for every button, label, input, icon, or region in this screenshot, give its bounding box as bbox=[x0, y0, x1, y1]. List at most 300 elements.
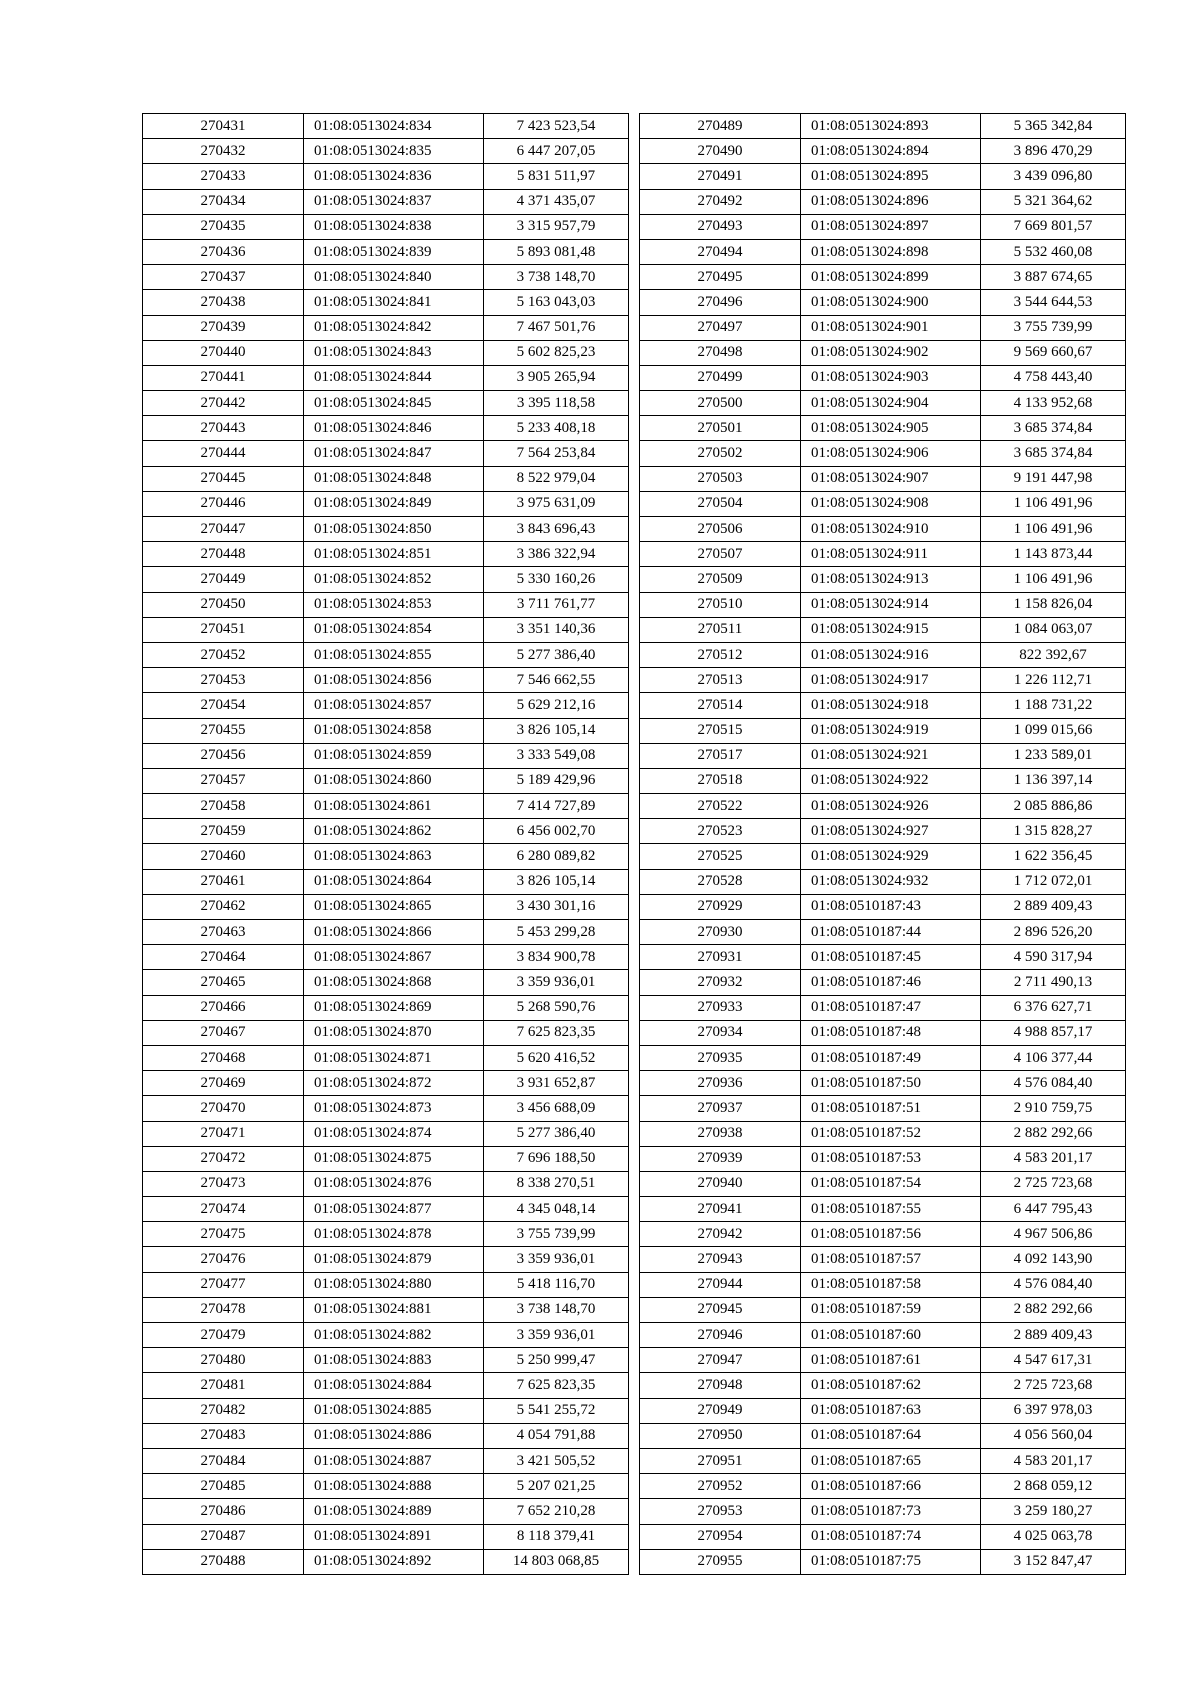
table-row bbox=[640, 1272, 1126, 1297]
record-id-cell: 270458 bbox=[143, 794, 304, 819]
cadastral-number-cell: 01:08:0513024:838 bbox=[304, 214, 484, 239]
cadastral-number-cell: 01:08:0513024:868 bbox=[304, 970, 484, 995]
record-id-cell: 270504 bbox=[640, 491, 801, 516]
registry-table-right-body bbox=[640, 114, 1126, 1575]
table-row bbox=[640, 1222, 1126, 1247]
value-cell: 3 931 652,87 bbox=[484, 1071, 629, 1096]
value-cell: 3 351 140,36 bbox=[484, 617, 629, 642]
value-cell: 1 143 873,44 bbox=[981, 542, 1126, 567]
value-cell: 6 280 089,82 bbox=[484, 844, 629, 869]
value-cell: 3 395 118,58 bbox=[484, 391, 629, 416]
cadastral-number-cell: 01:08:0513024:854 bbox=[304, 617, 484, 642]
value-cell: 14 803 068,85 bbox=[484, 1549, 629, 1574]
cadastral-number-cell: 01:08:0513024:899 bbox=[801, 265, 981, 290]
table-row bbox=[143, 239, 629, 264]
table-row bbox=[640, 391, 1126, 416]
value-cell: 7 564 253,84 bbox=[484, 441, 629, 466]
table-row bbox=[143, 1020, 629, 1045]
record-id-cell: 270518 bbox=[640, 768, 801, 793]
record-id-cell: 270478 bbox=[143, 1297, 304, 1322]
table-row bbox=[143, 365, 629, 390]
value-cell: 1 233 589,01 bbox=[981, 743, 1126, 768]
value-cell: 7 669 801,57 bbox=[981, 214, 1126, 239]
cadastral-number-cell: 01:08:0513024:869 bbox=[304, 995, 484, 1020]
record-id-cell: 270431 bbox=[143, 114, 304, 139]
value-cell: 6 447 207,05 bbox=[484, 139, 629, 164]
cadastral-number-cell: 01:08:0513024:840 bbox=[304, 265, 484, 290]
cadastral-number-cell: 01:08:0513024:932 bbox=[801, 869, 981, 894]
table-row bbox=[143, 164, 629, 189]
record-id-cell: 270500 bbox=[640, 391, 801, 416]
cadastral-number-cell: 01:08:0513024:873 bbox=[304, 1096, 484, 1121]
table-row bbox=[143, 819, 629, 844]
value-cell: 3 386 322,94 bbox=[484, 542, 629, 567]
value-cell: 5 453 299,28 bbox=[484, 920, 629, 945]
record-id-cell: 270528 bbox=[640, 869, 801, 894]
table-row bbox=[143, 1146, 629, 1171]
table-row bbox=[640, 920, 1126, 945]
record-id-cell: 270464 bbox=[143, 945, 304, 970]
table-row bbox=[143, 491, 629, 516]
value-cell: 7 546 662,55 bbox=[484, 668, 629, 693]
value-cell: 5 233 408,18 bbox=[484, 416, 629, 441]
record-id-cell: 270945 bbox=[640, 1297, 801, 1322]
cadastral-number-cell: 01:08:0513024:893 bbox=[801, 114, 981, 139]
record-id-cell: 270944 bbox=[640, 1272, 801, 1297]
table-row bbox=[143, 139, 629, 164]
record-id-cell: 270453 bbox=[143, 668, 304, 693]
value-cell: 4 345 048,14 bbox=[484, 1197, 629, 1222]
cadastral-number-cell: 01:08:0513024:837 bbox=[304, 189, 484, 214]
record-id-cell: 270468 bbox=[143, 1045, 304, 1070]
record-id-cell: 270490 bbox=[640, 139, 801, 164]
cadastral-number-cell: 01:08:0510187:58 bbox=[801, 1272, 981, 1297]
table-row bbox=[640, 491, 1126, 516]
table-row bbox=[143, 542, 629, 567]
value-cell: 1 315 828,27 bbox=[981, 819, 1126, 844]
table-row bbox=[640, 1171, 1126, 1196]
record-id-cell: 270512 bbox=[640, 642, 801, 667]
table-row bbox=[640, 995, 1126, 1020]
cadastral-number-cell: 01:08:0510187:64 bbox=[801, 1423, 981, 1448]
cadastral-number-cell: 01:08:0510187:44 bbox=[801, 920, 981, 945]
cadastral-number-cell: 01:08:0513024:845 bbox=[304, 391, 484, 416]
table-row bbox=[143, 1499, 629, 1524]
record-id-cell: 270939 bbox=[640, 1146, 801, 1171]
cadastral-number-cell: 01:08:0513024:895 bbox=[801, 164, 981, 189]
record-id-cell: 270450 bbox=[143, 592, 304, 617]
table-row bbox=[640, 1247, 1126, 1272]
value-cell: 2 085 886,86 bbox=[981, 794, 1126, 819]
record-id-cell: 270460 bbox=[143, 844, 304, 869]
value-cell: 3 359 936,01 bbox=[484, 970, 629, 995]
table-row bbox=[143, 945, 629, 970]
cadastral-number-cell: 01:08:0510187:49 bbox=[801, 1045, 981, 1070]
value-cell: 3 843 696,43 bbox=[484, 517, 629, 542]
table-row bbox=[143, 1071, 629, 1096]
record-id-cell: 270496 bbox=[640, 290, 801, 315]
cadastral-number-cell: 01:08:0513024:851 bbox=[304, 542, 484, 567]
value-cell: 3 826 105,14 bbox=[484, 718, 629, 743]
value-cell: 5 532 460,08 bbox=[981, 239, 1126, 264]
table-row bbox=[640, 1423, 1126, 1448]
table-row bbox=[640, 517, 1126, 542]
record-id-cell: 270461 bbox=[143, 869, 304, 894]
cadastral-number-cell: 01:08:0513024:919 bbox=[801, 718, 981, 743]
value-cell: 4 590 317,94 bbox=[981, 945, 1126, 970]
value-cell: 2 711 490,13 bbox=[981, 970, 1126, 995]
cadastral-number-cell: 01:08:0513024:910 bbox=[801, 517, 981, 542]
value-cell: 4 025 063,78 bbox=[981, 1524, 1126, 1549]
cadastral-number-cell: 01:08:0513024:852 bbox=[304, 567, 484, 592]
value-cell: 9 191 447,98 bbox=[981, 466, 1126, 491]
value-cell: 1 084 063,07 bbox=[981, 617, 1126, 642]
table-row bbox=[640, 416, 1126, 441]
record-id-cell: 270484 bbox=[143, 1448, 304, 1473]
table-row bbox=[640, 668, 1126, 693]
value-cell: 7 414 727,89 bbox=[484, 794, 629, 819]
table-row bbox=[143, 567, 629, 592]
value-cell: 3 685 374,84 bbox=[981, 416, 1126, 441]
record-id-cell: 270511 bbox=[640, 617, 801, 642]
value-cell: 7 467 501,76 bbox=[484, 315, 629, 340]
record-id-cell: 270494 bbox=[640, 239, 801, 264]
record-id-cell: 270954 bbox=[640, 1524, 801, 1549]
value-cell: 4 547 617,31 bbox=[981, 1348, 1126, 1373]
record-id-cell: 270947 bbox=[640, 1348, 801, 1373]
record-id-cell: 270955 bbox=[640, 1549, 801, 1574]
record-id-cell: 270495 bbox=[640, 265, 801, 290]
record-id-cell: 270432 bbox=[143, 139, 304, 164]
value-cell: 4 583 201,17 bbox=[981, 1146, 1126, 1171]
record-id-cell: 270525 bbox=[640, 844, 801, 869]
table-row bbox=[143, 391, 629, 416]
registry-table-left bbox=[142, 113, 629, 1575]
table-row bbox=[640, 1297, 1126, 1322]
cadastral-number-cell: 01:08:0513024:853 bbox=[304, 592, 484, 617]
record-id-cell: 270480 bbox=[143, 1348, 304, 1373]
value-cell: 3 834 900,78 bbox=[484, 945, 629, 970]
record-id-cell: 270482 bbox=[143, 1398, 304, 1423]
value-cell: 3 456 688,09 bbox=[484, 1096, 629, 1121]
value-cell: 2 896 526,20 bbox=[981, 920, 1126, 945]
value-cell: 1 106 491,96 bbox=[981, 491, 1126, 516]
value-cell: 4 056 560,04 bbox=[981, 1423, 1126, 1448]
cadastral-number-cell: 01:08:0513024:862 bbox=[304, 819, 484, 844]
table-row bbox=[640, 567, 1126, 592]
value-cell: 8 522 979,04 bbox=[484, 466, 629, 491]
table-row bbox=[143, 416, 629, 441]
record-id-cell: 270930 bbox=[640, 920, 801, 945]
record-id-cell: 270940 bbox=[640, 1171, 801, 1196]
record-id-cell: 270513 bbox=[640, 668, 801, 693]
cadastral-number-cell: 01:08:0513024:888 bbox=[304, 1474, 484, 1499]
value-cell: 6 397 978,03 bbox=[981, 1398, 1126, 1423]
value-cell: 4 758 443,40 bbox=[981, 365, 1126, 390]
table-row bbox=[640, 1045, 1126, 1070]
table-row bbox=[640, 239, 1126, 264]
cadastral-number-cell: 01:08:0513024:866 bbox=[304, 920, 484, 945]
value-cell: 3 544 644,53 bbox=[981, 290, 1126, 315]
record-id-cell: 270942 bbox=[640, 1222, 801, 1247]
value-cell: 1 099 015,66 bbox=[981, 718, 1126, 743]
value-cell: 1 158 826,04 bbox=[981, 592, 1126, 617]
record-id-cell: 270483 bbox=[143, 1423, 304, 1448]
table-row bbox=[640, 340, 1126, 365]
table-row bbox=[143, 743, 629, 768]
cadastral-number-cell: 01:08:0510187:43 bbox=[801, 894, 981, 919]
table-row bbox=[143, 1272, 629, 1297]
cadastral-number-cell: 01:08:0513024:894 bbox=[801, 139, 981, 164]
table-row bbox=[640, 617, 1126, 642]
table-row bbox=[143, 1373, 629, 1398]
table-row bbox=[640, 844, 1126, 869]
table-row bbox=[640, 466, 1126, 491]
table-row bbox=[143, 718, 629, 743]
value-cell: 3 755 739,99 bbox=[981, 315, 1126, 340]
record-id-cell: 270952 bbox=[640, 1474, 801, 1499]
value-cell: 3 826 105,14 bbox=[484, 869, 629, 894]
table-row bbox=[640, 1474, 1126, 1499]
record-id-cell: 270497 bbox=[640, 315, 801, 340]
record-id-cell: 270515 bbox=[640, 718, 801, 743]
table-row bbox=[640, 1524, 1126, 1549]
table-row bbox=[143, 441, 629, 466]
record-id-cell: 270522 bbox=[640, 794, 801, 819]
record-id-cell: 270436 bbox=[143, 239, 304, 264]
record-id-cell: 270440 bbox=[143, 340, 304, 365]
table-row bbox=[143, 315, 629, 340]
value-cell: 5 620 416,52 bbox=[484, 1045, 629, 1070]
table-row bbox=[143, 1524, 629, 1549]
cadastral-number-cell: 01:08:0513024:913 bbox=[801, 567, 981, 592]
table-row bbox=[143, 920, 629, 945]
value-cell: 3 152 847,47 bbox=[981, 1549, 1126, 1574]
table-row bbox=[143, 1549, 629, 1574]
value-cell: 3 711 761,77 bbox=[484, 592, 629, 617]
record-id-cell: 270433 bbox=[143, 164, 304, 189]
cadastral-number-cell: 01:08:0513024:860 bbox=[304, 768, 484, 793]
table-row bbox=[143, 693, 629, 718]
value-cell: 5 602 825,23 bbox=[484, 340, 629, 365]
value-cell: 3 975 631,09 bbox=[484, 491, 629, 516]
cadastral-number-cell: 01:08:0513024:908 bbox=[801, 491, 981, 516]
cadastral-number-cell: 01:08:0510187:75 bbox=[801, 1549, 981, 1574]
cadastral-number-cell: 01:08:0513024:871 bbox=[304, 1045, 484, 1070]
cadastral-number-cell: 01:08:0513024:905 bbox=[801, 416, 981, 441]
cadastral-number-cell: 01:08:0513024:872 bbox=[304, 1071, 484, 1096]
cadastral-number-cell: 01:08:0510187:55 bbox=[801, 1197, 981, 1222]
cadastral-number-cell: 01:08:0510187:63 bbox=[801, 1398, 981, 1423]
cadastral-number-cell: 01:08:0510187:74 bbox=[801, 1524, 981, 1549]
value-cell: 2 725 723,68 bbox=[981, 1373, 1126, 1398]
cadastral-number-cell: 01:08:0513024:884 bbox=[304, 1373, 484, 1398]
record-id-cell: 270507 bbox=[640, 542, 801, 567]
cadastral-number-cell: 01:08:0510187:62 bbox=[801, 1373, 981, 1398]
value-cell: 3 887 674,65 bbox=[981, 265, 1126, 290]
record-id-cell: 270451 bbox=[143, 617, 304, 642]
value-cell: 4 371 435,07 bbox=[484, 189, 629, 214]
table-row bbox=[143, 1121, 629, 1146]
table-row bbox=[640, 1499, 1126, 1524]
record-id-cell: 270935 bbox=[640, 1045, 801, 1070]
record-id-cell: 270931 bbox=[640, 945, 801, 970]
value-cell: 3 359 936,01 bbox=[484, 1247, 629, 1272]
record-id-cell: 270953 bbox=[640, 1499, 801, 1524]
record-id-cell: 270492 bbox=[640, 189, 801, 214]
table-row bbox=[143, 466, 629, 491]
registry-table-right bbox=[639, 113, 1126, 1575]
cadastral-number-cell: 01:08:0510187:52 bbox=[801, 1121, 981, 1146]
record-id-cell: 270442 bbox=[143, 391, 304, 416]
record-id-cell: 270501 bbox=[640, 416, 801, 441]
value-cell: 3 359 936,01 bbox=[484, 1323, 629, 1348]
table-row bbox=[640, 592, 1126, 617]
table-row bbox=[640, 189, 1126, 214]
record-id-cell: 270486 bbox=[143, 1499, 304, 1524]
record-id-cell: 270445 bbox=[143, 466, 304, 491]
record-id-cell: 270479 bbox=[143, 1323, 304, 1348]
table-row bbox=[143, 1448, 629, 1473]
table-row bbox=[143, 1197, 629, 1222]
cadastral-number-cell: 01:08:0513024:856 bbox=[304, 668, 484, 693]
cadastral-number-cell: 01:08:0513024:926 bbox=[801, 794, 981, 819]
record-id-cell: 270506 bbox=[640, 517, 801, 542]
record-id-cell: 270471 bbox=[143, 1121, 304, 1146]
table-row bbox=[143, 340, 629, 365]
record-id-cell: 270514 bbox=[640, 693, 801, 718]
cadastral-number-cell: 01:08:0513024:864 bbox=[304, 869, 484, 894]
value-cell: 5 365 342,84 bbox=[981, 114, 1126, 139]
table-row bbox=[143, 995, 629, 1020]
cadastral-number-cell: 01:08:0513024:886 bbox=[304, 1423, 484, 1448]
table-row bbox=[143, 894, 629, 919]
table-row bbox=[143, 1096, 629, 1121]
record-id-cell: 270498 bbox=[640, 340, 801, 365]
record-id-cell: 270481 bbox=[143, 1373, 304, 1398]
table-row bbox=[640, 214, 1126, 239]
table-row bbox=[640, 290, 1126, 315]
table-row bbox=[143, 642, 629, 667]
cadastral-number-cell: 01:08:0510187:45 bbox=[801, 945, 981, 970]
record-id-cell: 270938 bbox=[640, 1121, 801, 1146]
record-id-cell: 270491 bbox=[640, 164, 801, 189]
record-id-cell: 270463 bbox=[143, 920, 304, 945]
cadastral-number-cell: 01:08:0513024:848 bbox=[304, 466, 484, 491]
table-row bbox=[143, 214, 629, 239]
cadastral-number-cell: 01:08:0510187:66 bbox=[801, 1474, 981, 1499]
table-row bbox=[143, 1398, 629, 1423]
record-id-cell: 270950 bbox=[640, 1423, 801, 1448]
record-id-cell: 270470 bbox=[143, 1096, 304, 1121]
value-cell: 3 905 265,94 bbox=[484, 365, 629, 390]
table-row bbox=[143, 617, 629, 642]
table-row bbox=[143, 1247, 629, 1272]
value-cell: 5 250 999,47 bbox=[484, 1348, 629, 1373]
record-id-cell: 270502 bbox=[640, 441, 801, 466]
value-cell: 2 725 723,68 bbox=[981, 1171, 1126, 1196]
record-id-cell: 270937 bbox=[640, 1096, 801, 1121]
cadastral-number-cell: 01:08:0513024:922 bbox=[801, 768, 981, 793]
value-cell: 1 188 731,22 bbox=[981, 693, 1126, 718]
record-id-cell: 270443 bbox=[143, 416, 304, 441]
cadastral-number-cell: 01:08:0510187:48 bbox=[801, 1020, 981, 1045]
value-cell: 5 321 364,62 bbox=[981, 189, 1126, 214]
record-id-cell: 270455 bbox=[143, 718, 304, 743]
value-cell: 3 259 180,27 bbox=[981, 1499, 1126, 1524]
table-row bbox=[640, 693, 1126, 718]
registry-table-left-body bbox=[143, 114, 629, 1575]
record-id-cell: 270510 bbox=[640, 592, 801, 617]
cadastral-number-cell: 01:08:0510187:65 bbox=[801, 1448, 981, 1473]
table-row bbox=[143, 1171, 629, 1196]
cadastral-number-cell: 01:08:0510187:50 bbox=[801, 1071, 981, 1096]
cadastral-number-cell: 01:08:0513024:849 bbox=[304, 491, 484, 516]
table-row bbox=[640, 365, 1126, 390]
record-id-cell: 270488 bbox=[143, 1549, 304, 1574]
value-cell: 3 430 301,16 bbox=[484, 894, 629, 919]
cadastral-number-cell: 01:08:0513024:896 bbox=[801, 189, 981, 214]
table-row bbox=[143, 794, 629, 819]
table-row bbox=[640, 794, 1126, 819]
table-row bbox=[143, 114, 629, 139]
table-row bbox=[640, 1071, 1126, 1096]
value-cell: 3 738 148,70 bbox=[484, 1297, 629, 1322]
value-cell: 3 896 470,29 bbox=[981, 139, 1126, 164]
record-id-cell: 270434 bbox=[143, 189, 304, 214]
record-id-cell: 270444 bbox=[143, 441, 304, 466]
record-id-cell: 270932 bbox=[640, 970, 801, 995]
record-id-cell: 270476 bbox=[143, 1247, 304, 1272]
record-id-cell: 270487 bbox=[143, 1524, 304, 1549]
table-row bbox=[640, 1020, 1126, 1045]
record-id-cell: 270473 bbox=[143, 1171, 304, 1196]
cadastral-number-cell: 01:08:0513024:841 bbox=[304, 290, 484, 315]
record-id-cell: 270441 bbox=[143, 365, 304, 390]
cadastral-number-cell: 01:08:0513024:901 bbox=[801, 315, 981, 340]
cadastral-number-cell: 01:08:0510187:53 bbox=[801, 1146, 981, 1171]
table-row bbox=[640, 1448, 1126, 1473]
record-id-cell: 270457 bbox=[143, 768, 304, 793]
table-row bbox=[640, 315, 1126, 340]
cadastral-number-cell: 01:08:0513024:865 bbox=[304, 894, 484, 919]
value-cell: 7 696 188,50 bbox=[484, 1146, 629, 1171]
value-cell: 5 831 511,97 bbox=[484, 164, 629, 189]
cadastral-number-cell: 01:08:0513024:835 bbox=[304, 139, 484, 164]
cadastral-number-cell: 01:08:0513024:927 bbox=[801, 819, 981, 844]
table-row bbox=[143, 1474, 629, 1499]
table-row bbox=[640, 114, 1126, 139]
record-id-cell: 270437 bbox=[143, 265, 304, 290]
record-id-cell: 270469 bbox=[143, 1071, 304, 1096]
cadastral-number-cell: 01:08:0510187:51 bbox=[801, 1096, 981, 1121]
value-cell: 7 625 823,35 bbox=[484, 1373, 629, 1398]
value-cell: 8 338 270,51 bbox=[484, 1171, 629, 1196]
cadastral-number-cell: 01:08:0513024:874 bbox=[304, 1121, 484, 1146]
record-id-cell: 270466 bbox=[143, 995, 304, 1020]
value-cell: 4 576 084,40 bbox=[981, 1071, 1126, 1096]
table-row bbox=[640, 970, 1126, 995]
value-cell: 1 106 491,96 bbox=[981, 517, 1126, 542]
cadastral-number-cell: 01:08:0513024:885 bbox=[304, 1398, 484, 1423]
cadastral-number-cell: 01:08:0513024:855 bbox=[304, 642, 484, 667]
table-row bbox=[640, 1121, 1126, 1146]
cadastral-number-cell: 01:08:0513024:839 bbox=[304, 239, 484, 264]
table-row bbox=[143, 189, 629, 214]
record-id-cell: 270951 bbox=[640, 1448, 801, 1473]
cadastral-number-cell: 01:08:0513024:843 bbox=[304, 340, 484, 365]
record-id-cell: 270499 bbox=[640, 365, 801, 390]
